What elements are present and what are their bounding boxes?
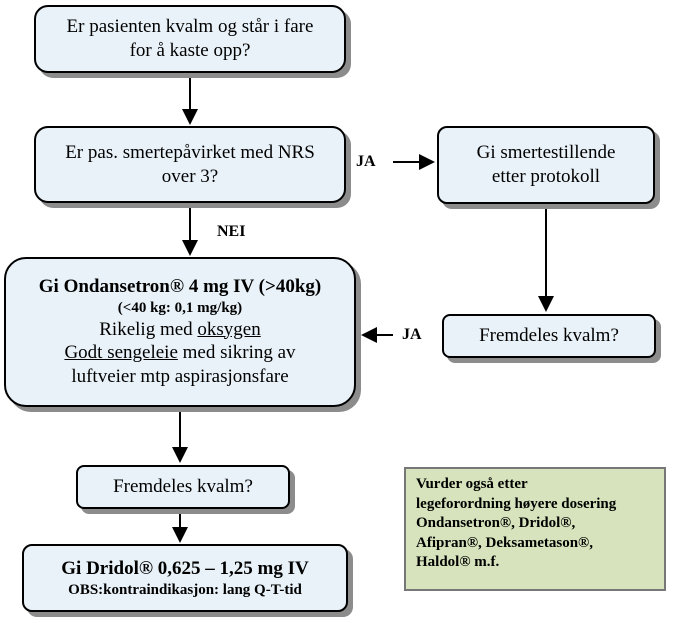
label-nei: NEI bbox=[217, 223, 246, 240]
ondansetron-bed: Godt sengeleie med sikring av bbox=[64, 342, 296, 364]
ondansetron-sub: (<40 kg: 0,1 mg/kg) bbox=[117, 299, 243, 316]
box-ondansetron bbox=[4, 257, 356, 407]
note-line4: Afipran®, Deksametason®, bbox=[416, 534, 593, 551]
label-ja-2: JA bbox=[402, 326, 422, 343]
note-line2: legeforordning høyere dosering bbox=[416, 495, 617, 512]
box-dridol bbox=[22, 544, 348, 612]
q2-line2: over 3? bbox=[161, 165, 219, 187]
label-ja-1: JA bbox=[356, 153, 376, 170]
box-question-pain bbox=[34, 126, 346, 203]
ondansetron-oxygen: Rikelig med oksygen bbox=[99, 318, 261, 340]
q2-line1: Er pas. smertepåvirket med NRS bbox=[65, 141, 315, 163]
note-line3: Ondansetron®, Dridol®, bbox=[416, 515, 576, 531]
box-still-nauseous-2 bbox=[76, 465, 290, 509]
q1-line1: Er pasienten kvalm og står i fare bbox=[66, 16, 314, 38]
box-still-nauseous-1 bbox=[442, 314, 656, 358]
still2-text: Fremdeles kvalm? bbox=[113, 476, 253, 498]
note-line5: Haldol® m.f. bbox=[416, 554, 500, 570]
q1-line2: for å kaste opp? bbox=[129, 40, 251, 61]
box-question-nausea bbox=[34, 5, 346, 73]
dridol-obs: OBS:kontraindikasjon: lang Q-T-tid bbox=[68, 581, 302, 598]
note-line1: Vurder også etter bbox=[416, 476, 528, 492]
ondansetron-airway: luftveier mtp aspirasjonsfare bbox=[71, 366, 289, 388]
ondansetron-heading: Gi Ondansetron® 4 mg IV (>40kg) bbox=[38, 276, 322, 298]
box-give-pain-relief bbox=[437, 126, 655, 204]
still1-text: Fremdeles kvalm? bbox=[479, 325, 619, 347]
pain-line2: etter protokoll bbox=[491, 166, 601, 187]
dridol-heading: Gi Dridol® 0,625 – 1,25 mg IV bbox=[61, 557, 309, 579]
note-consider-higher-dose bbox=[404, 467, 666, 591]
pain-line1: Gi smertestillende bbox=[476, 142, 616, 164]
